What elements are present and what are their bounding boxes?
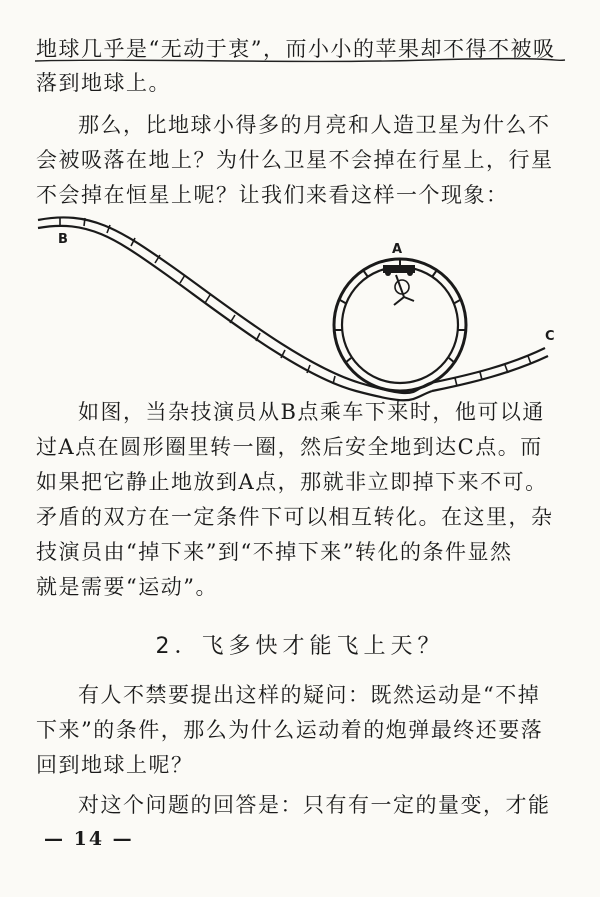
text-line: 如图，当杂技演员从B点乘车下来时，他可以通 xyxy=(78,400,545,424)
text-line: 有人不禁要提出这样的疑问：既然运动是“不掉 xyxy=(78,683,541,707)
text-line: 如果把它静止地放到A点，那就非立即掉下来不可。 xyxy=(36,470,548,494)
performer-cart xyxy=(383,265,415,305)
text-line: 不会掉在恒星上呢？让我们来看这样一个现象： xyxy=(36,183,509,207)
text-line: 那么，比地球小得多的月亮和人造卫星为什么不 xyxy=(78,113,551,137)
text-line: 矛盾的双方在一定条件下可以相互转化。在这里，杂 xyxy=(36,505,554,529)
text-line: 技演员由“掉下来”到“不掉下来”转化的条件显然 xyxy=(36,540,513,564)
text-line: 下来”的条件，那么为什么运动着的炮弹最终还要落 xyxy=(36,718,544,742)
text-line: 就是需要“运动”。 xyxy=(36,575,218,599)
label-c: C xyxy=(545,329,555,344)
loop-track-figure xyxy=(0,205,600,405)
label-a: A xyxy=(392,242,403,257)
text-line: 地球几乎是“无动于衷”，而小小的苹果却不得不被吸 xyxy=(36,37,556,61)
section-heading: 2．飞多快才能飞上天？ xyxy=(155,634,445,659)
handwritten-underline xyxy=(30,55,570,67)
text-line: 过A点在圆形圈里转一圈，然后安全地到达C点。而 xyxy=(36,435,543,459)
text-line: 会被吸落在地上？为什么卫星不会掉在行星上，行星 xyxy=(36,148,554,172)
text-line: 回到地球上呢？ xyxy=(36,753,194,777)
label-b: B xyxy=(58,232,68,247)
text-line: 对这个问题的回答是：只有有一定的量变，才能 xyxy=(78,793,551,817)
page-number: — 14 — xyxy=(44,828,134,850)
text-line: 落到地球上。 xyxy=(36,71,171,95)
